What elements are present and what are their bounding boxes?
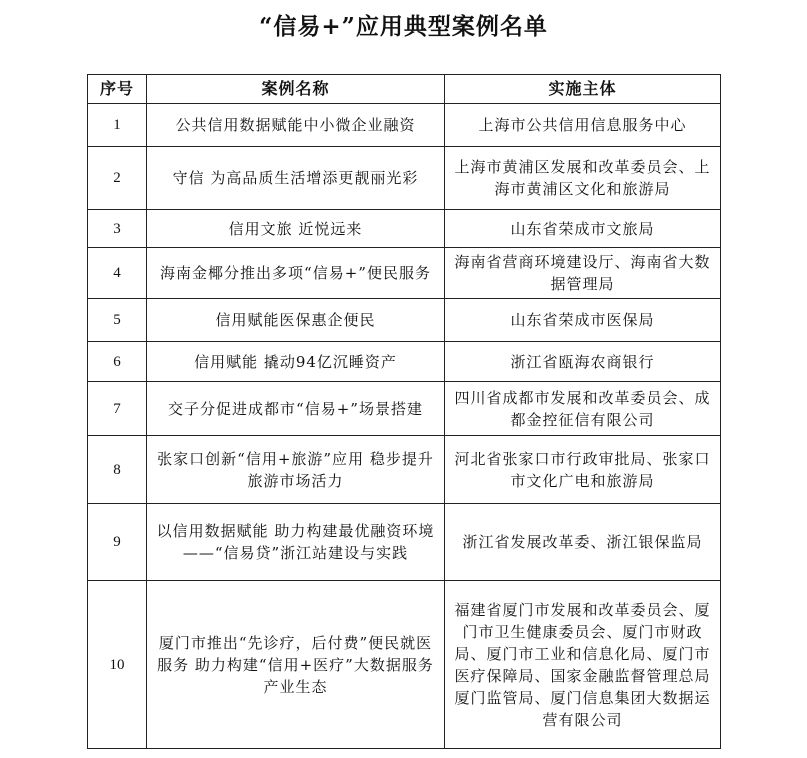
organization: 四川省成都市发展和改革委员会、成都金控征信有限公司 (445, 382, 721, 436)
table-row (88, 581, 721, 749)
header-number: 序号 (88, 75, 147, 104)
table-row (88, 248, 721, 299)
table-row (88, 104, 721, 147)
row-number: 5 (88, 299, 147, 342)
table-row (88, 147, 721, 210)
row-number: 6 (88, 342, 147, 382)
row-number: 10 (88, 581, 147, 749)
organization: 山东省荣成市文旅局 (445, 210, 721, 248)
case-name: 张家口创新“信用+旅游”应用 稳步提升旅游市场活力 (147, 436, 445, 504)
table-header-row (88, 75, 721, 104)
row-number: 9 (88, 504, 147, 581)
row-number: 2 (88, 147, 147, 210)
table-row (88, 299, 721, 342)
organization: 山东省荣成市医保局 (445, 299, 721, 342)
document-title: “信易+”应用典型案例名单 (259, 13, 548, 40)
organization: 河北省张家口市行政审批局、张家口市文化广电和旅游局 (445, 436, 721, 504)
case-name: 信用文旅 近悦远来 (147, 210, 445, 248)
table-row (88, 504, 721, 581)
case-name: 信用赋能 撬动94亿沉睡资产 (147, 342, 445, 382)
row-number: 8 (88, 436, 147, 504)
case-name: 以信用数据赋能 助力构建最优融资环境——“信易贷”浙江站建设与实践 (147, 504, 445, 581)
organization: 福建省厦门市发展和改革委员会、厦门市卫生健康委员会、厦门市财政局、厦门市工业和信息化局、厦门市医疗保障局、国家金融监督管理总局厦门监管局、厦门信息集团大数据运营有限公司 (445, 581, 721, 749)
organization: 上海市黄浦区发展和改革委员会、上海市黄浦区文化和旅游局 (445, 147, 721, 210)
case-table (87, 74, 721, 749)
organization: 浙江省发展改革委、浙江银保监局 (445, 504, 721, 581)
table-row (88, 382, 721, 436)
organization: 海南省营商环境建设厅、海南省大数据管理局 (445, 248, 721, 299)
case-name: 信用赋能医保惠企便民 (147, 299, 445, 342)
row-number: 4 (88, 248, 147, 299)
row-number: 3 (88, 210, 147, 248)
header-organization: 实施主体 (445, 75, 721, 104)
row-number: 1 (88, 104, 147, 147)
case-name: 守信 为高品质生活增添更靓丽光彩 (147, 147, 445, 210)
header-case-name: 案例名称 (147, 75, 445, 104)
table-row (88, 210, 721, 248)
table-row (88, 436, 721, 504)
case-name: 公共信用数据赋能中小微企业融资 (147, 104, 445, 147)
case-name: 厦门市推出“先诊疗，后付费”便民就医服务 助力构建“信用+医疗”大数据服务产业生态 (147, 581, 445, 749)
case-name: 交子分促进成都市“信易+”场景搭建 (147, 382, 445, 436)
row-number: 7 (88, 382, 147, 436)
case-name: 海南金椰分推出多项“信易+”便民服务 (147, 248, 445, 299)
table-row (88, 342, 721, 382)
organization: 上海市公共信用信息服务中心 (445, 104, 721, 147)
organization: 浙江省瓯海农商银行 (445, 342, 721, 382)
